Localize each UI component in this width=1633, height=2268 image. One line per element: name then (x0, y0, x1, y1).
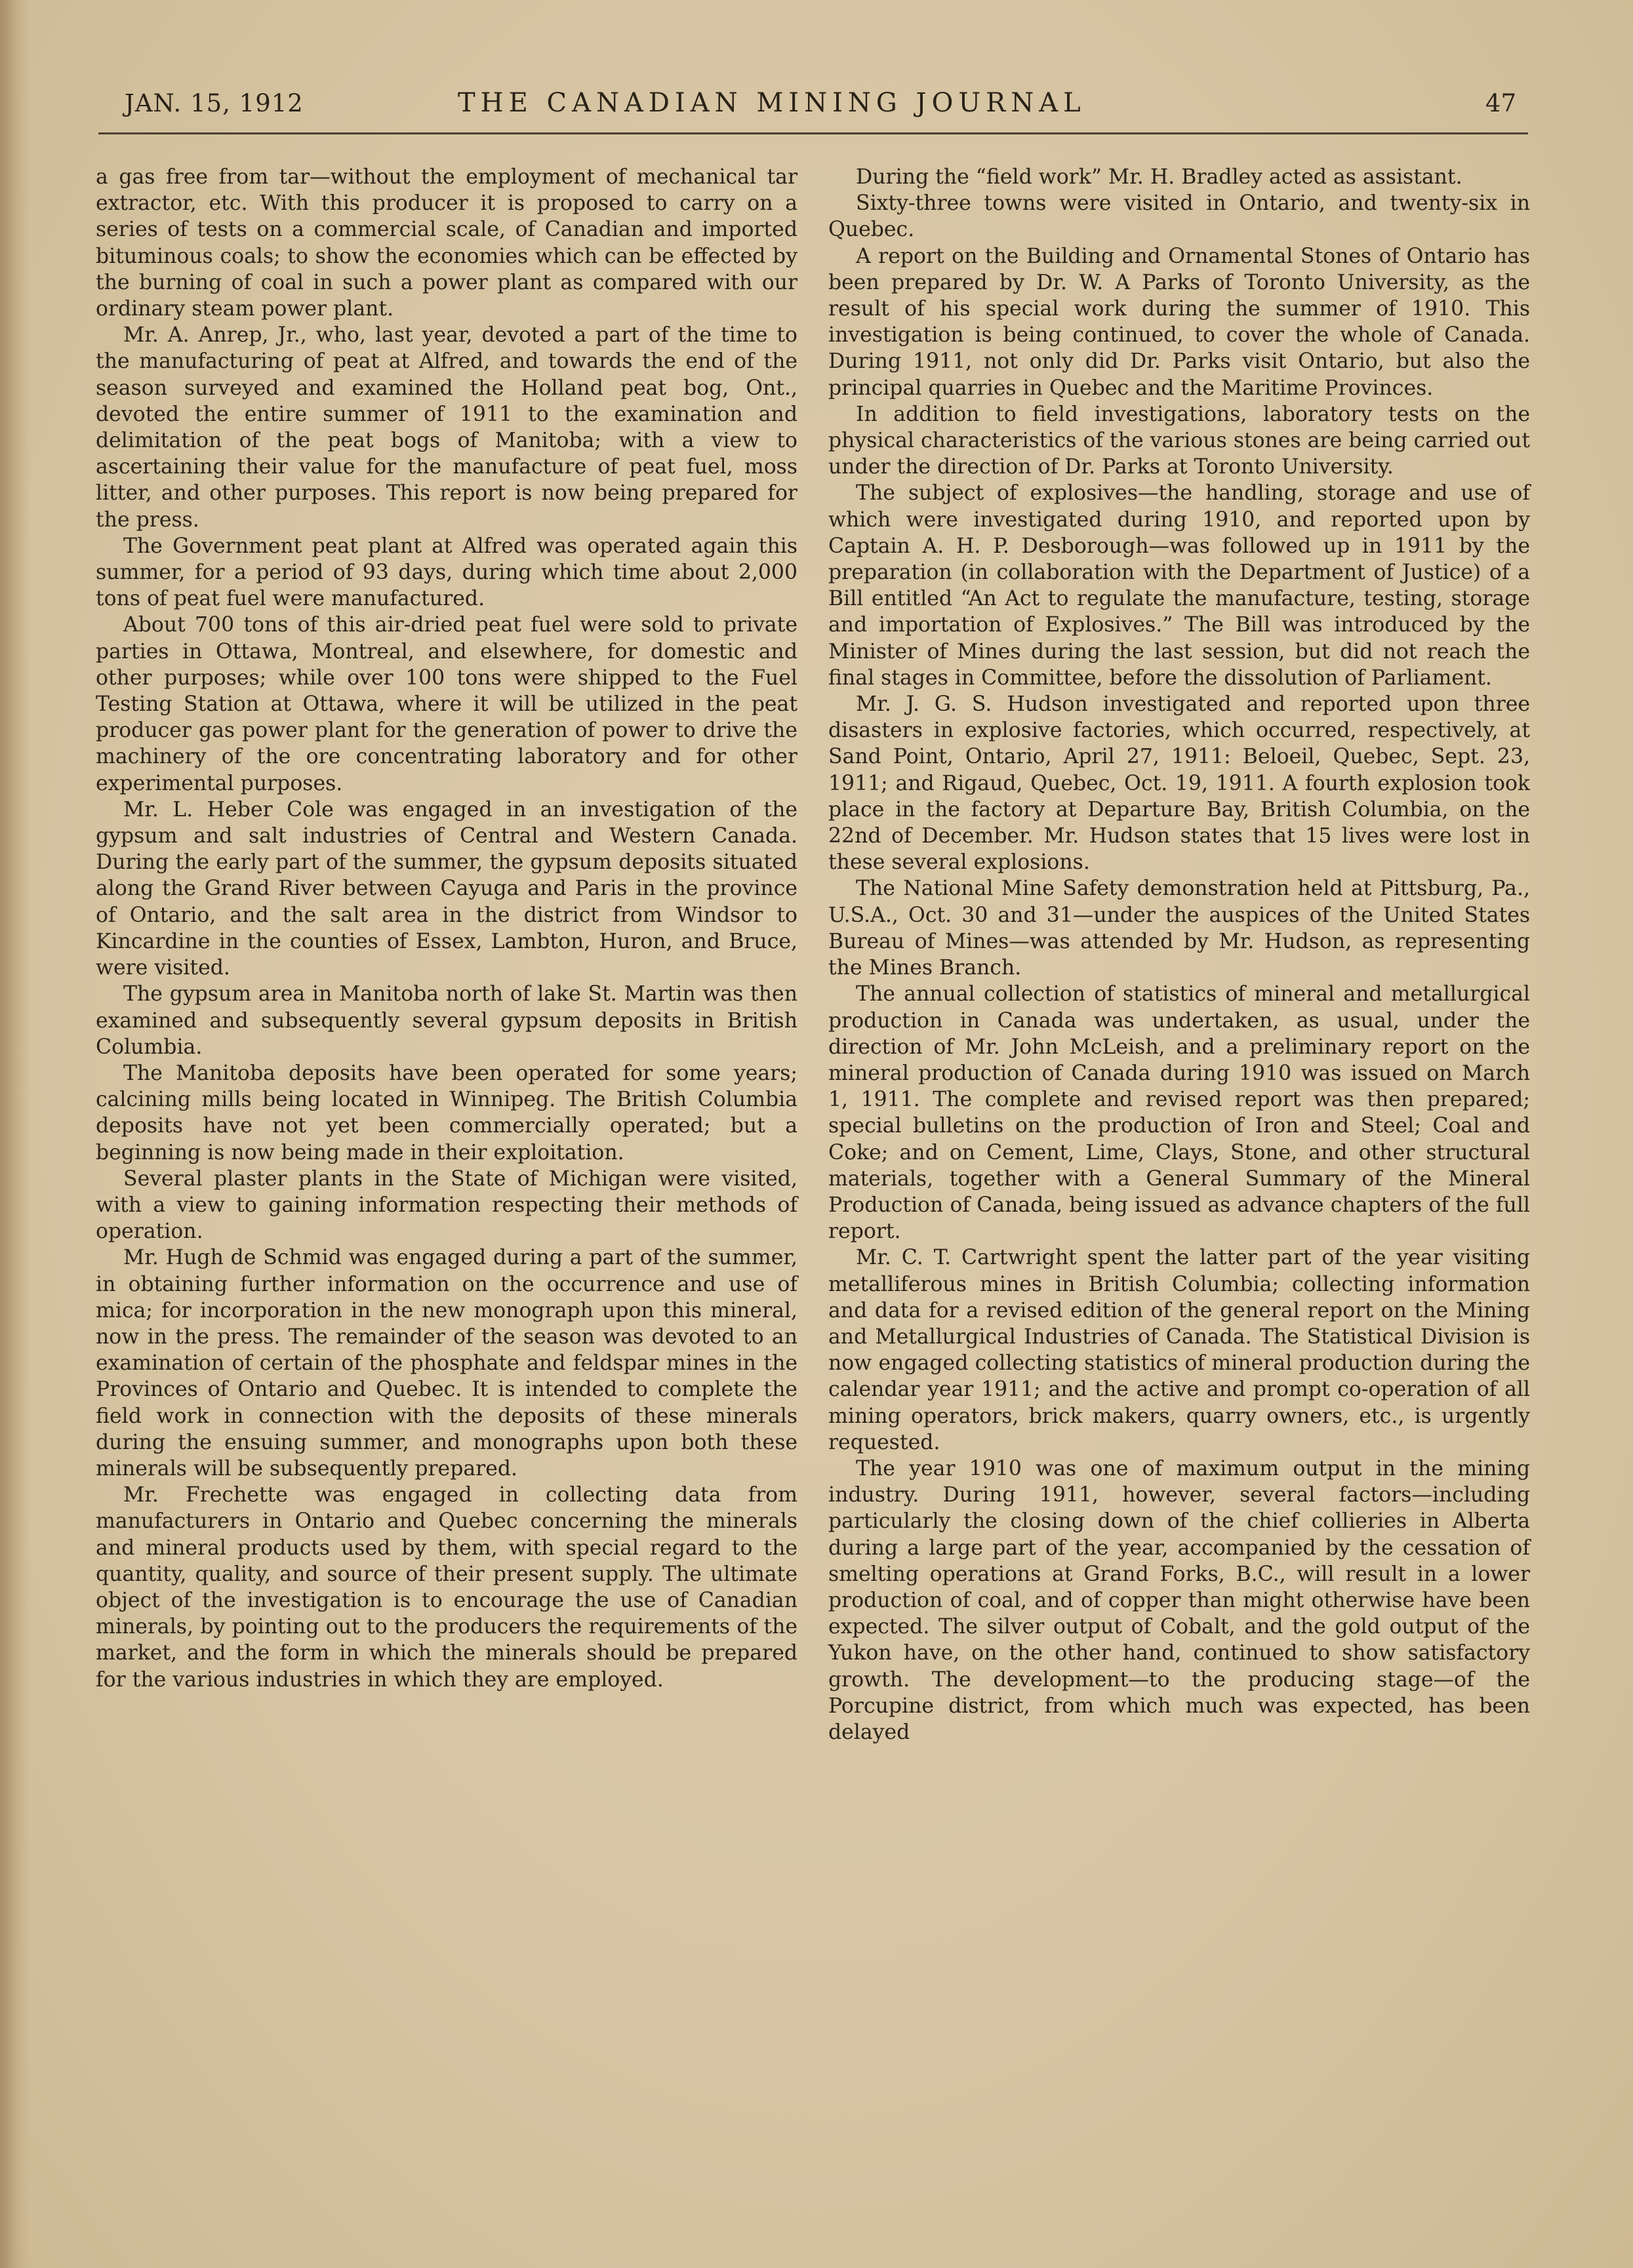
paragraph: The National Mine Safety demonstration held at Pittsburg, Pa., U.S.A., Oct. 30 and 31—under the auspices of the United States Bureau of Mines—was attended by Mr. Hudson, as representing the Mines Branch. (828, 877, 1530, 980)
right-column (828, 164, 1530, 1745)
paragraph: Sixty-three towns were visited in Ontario, and twenty-six in Quebec. (828, 191, 1530, 242)
paragraph: Mr. J. G. S. Hudson investigated and reported upon three disasters in explosive factories, which occurred, respectively, at Sand Point, Ontario, April 27, 1911: Beloeil, Quebec, Sept. 23, 1911; and Rigaud, Quebec, Oct. 19, 1911. A fourth explosion took place in the factory at Departure Bay, British Columbia, on the 22nd of December. Mr. Hudson states that 15 lives were lost in these several explosions. (828, 692, 1530, 875)
paragraph: About 700 tons of this air-dried peat fuel were sold to private parties in Ottawa, Montreal, and elsewhere, for domestic and other purposes; while over 100 tons were shipped to the Fuel Testing Station at Ottawa, where it will be utilized in the peat producer gas power plant for the generation of power to drive the machinery of the ore concentrating laboratory and for other experimental purposes. (96, 613, 797, 795)
header-journal-title: THE CANADIAN MINING JOURNAL (458, 88, 1086, 118)
header-page-number: 47 (1485, 89, 1516, 117)
paragraph: Mr. C. T. Cartwright spent the latter part of the year visiting metalliferous mines in British Columbia; collecting information and data for a revised edition of the general report on the Mining and Metallurgical Industries of Canada. The Statistical Division is now engaged collecting statistics of mineral production during the calendar year 1911; and the active and prompt co-operation of all mining operators, brick makers, quarry owners, etc., is urgently requested. (828, 1246, 1530, 1454)
paragraph: The Manitoba deposits have been operated for some years; calcining mills being located in Winnipeg. The British Columbia deposits have not yet been commercially operated; but a beginning is now being made in their exploitation. (96, 1061, 797, 1164)
paragraph: The subject of explosives—the handling, storage and use of which were investigated during 1910, and reported upon by Captain A. H. P. Desborough—was followed up in 1911 by the preparation (in collaboration with the Department of Justice) of a Bill entitled “An Act to regulate the manufacture, testing, storage and importation of Explosives.” The Bill was introduced by the Minister of Mines during the last session, but did not reach the final stages in Committee, before the dissolution of Parliament. (828, 481, 1530, 690)
header-date: JAN. 15, 1912 (125, 89, 304, 117)
paragraph: a gas free from tar—without the employment of mechanical tar extractor, etc. With this producer it is proposed to carry on a series of tests on a commercial scale, of Canadian and imported bituminous coals; to show the economies which can be effected by the burning of coal in such a power plant as compared with our ordinary steam power plant. (96, 165, 797, 321)
left-column (96, 164, 797, 1693)
paragraph: In addition to field investigations, laboratory tests on the physical characteristics of the various stones are being carried out under the direction of Dr. Parks at Toronto University. (828, 402, 1530, 479)
paragraph: The Government peat plant at Alfred was operated again this summer, for a period of 93 days, during which time about 2,000 tons of peat fuel were manufactured. (96, 534, 797, 611)
paragraph: The gypsum area in Manitoba north of lake St. Martin was then examined and subsequently several gypsum deposits in British Columbia. (96, 982, 797, 1059)
paragraph: Mr. L. Heber Cole was engaged in an investigation of the gypsum and salt industries of Central and Western Canada. During the early part of the summer, the gypsum deposits situated along the Grand River between Cayuga and Paris in the province of Ontario, and the salt area in the district from Windsor to Kincardine in the counties of Essex, Lambton, Huron, and Bruce, were visited. (96, 797, 797, 980)
header-rule (98, 132, 1528, 134)
paragraph: Mr. A. Anrep, Jr., who, last year, devoted a part of the time to the manufacturing of peat at Alfred, and towards the end of the season surveyed and examined the Holland peat bog, Ont., devoted the entire summer of 1911 to the examination and delimitation of the peat bogs of Manitoba; with a view to ascertaining their value for the manufacture of peat fuel, moss litter, and other purposes. This report is now being prepared for the press. (96, 323, 797, 532)
paragraph: Mr. Frechette was engaged in collecting data from manufacturers in Ontario and Quebec concerning the minerals and mineral products used by them, with special regard to the quantity, quality, and source of their present supply. The ultimate object of the investigation is to encourage the use of Canadian minerals, by pointing out to the producers the requirements of the market, and the form in which the minerals should be prepared for the various industries in which they are employed. (96, 1483, 797, 1692)
paragraph: Mr. Hugh de Schmid was engaged during a part of the summer, in obtaining further information on the occurrence and use of mica; for incorporation in the new monograph upon this mineral, now in the press. The remainder of the season was devoted to an examination of certain of the phosphate and feldspar mines in the Provinces of Ontario and Quebec. It is intended to complete the field work in connection with the deposits of these minerals during the ensuing summer, and monographs upon both these minerals will be subsequently prepared. (96, 1246, 797, 1481)
paragraph: Several plaster plants in the State of Michigan were visited, with a view to gaining information respecting their methods of operation. (96, 1166, 797, 1244)
paragraph: The year 1910 was one of maximum output in the mining industry. During 1911, however, several factors—including particularly the closing down of the chief collieries in Alberta during a large part of the year, accompanied by the cessation of smelting operations at Grand Forks, B.C., will result in a lower production of coal, and of copper than might otherwise have been expected. The silver output of Cobalt, and the gold output of the Yukon have, on the other hand, continued to show satisfactory growth. The development—to the producing stage—of the Porcupine district, from which much was expected, has been delayed (828, 1456, 1530, 1744)
binding-edge-shadow (0, 0, 30, 2268)
paragraph: The annual collection of statistics of mineral and metallurgical production in Canada was undertaken, as usual, under the direction of Mr. John McLeish, and a preliminary report on the mineral production of Canada during 1910 was issued on March 1, 1911. The complete and revised report was then prepared; special bulletins on the production of Iron and Steel; Coal and Coke; and on Cement, Lime, Clays, Stone, and other structural materials, together with a General Summary of the Mineral Production of Canada, being issued as advance chapters of the full report. (828, 982, 1530, 1244)
paragraph: During the “field work” Mr. H. Bradley acted as assistant. (856, 165, 1462, 189)
paragraph: A report on the Building and Ornamental Stones of Ontario has been prepared by Dr. W. A Parks of Toronto University, as the result of his special work during the summer of 1910. This investigation is being continued, to cover the whole of Canada. During 1911, not only did Dr. Parks visit Ontario, but also the principal quarries in Quebec and the Maritime Provinces. (828, 244, 1530, 400)
running-header (98, 85, 1528, 125)
